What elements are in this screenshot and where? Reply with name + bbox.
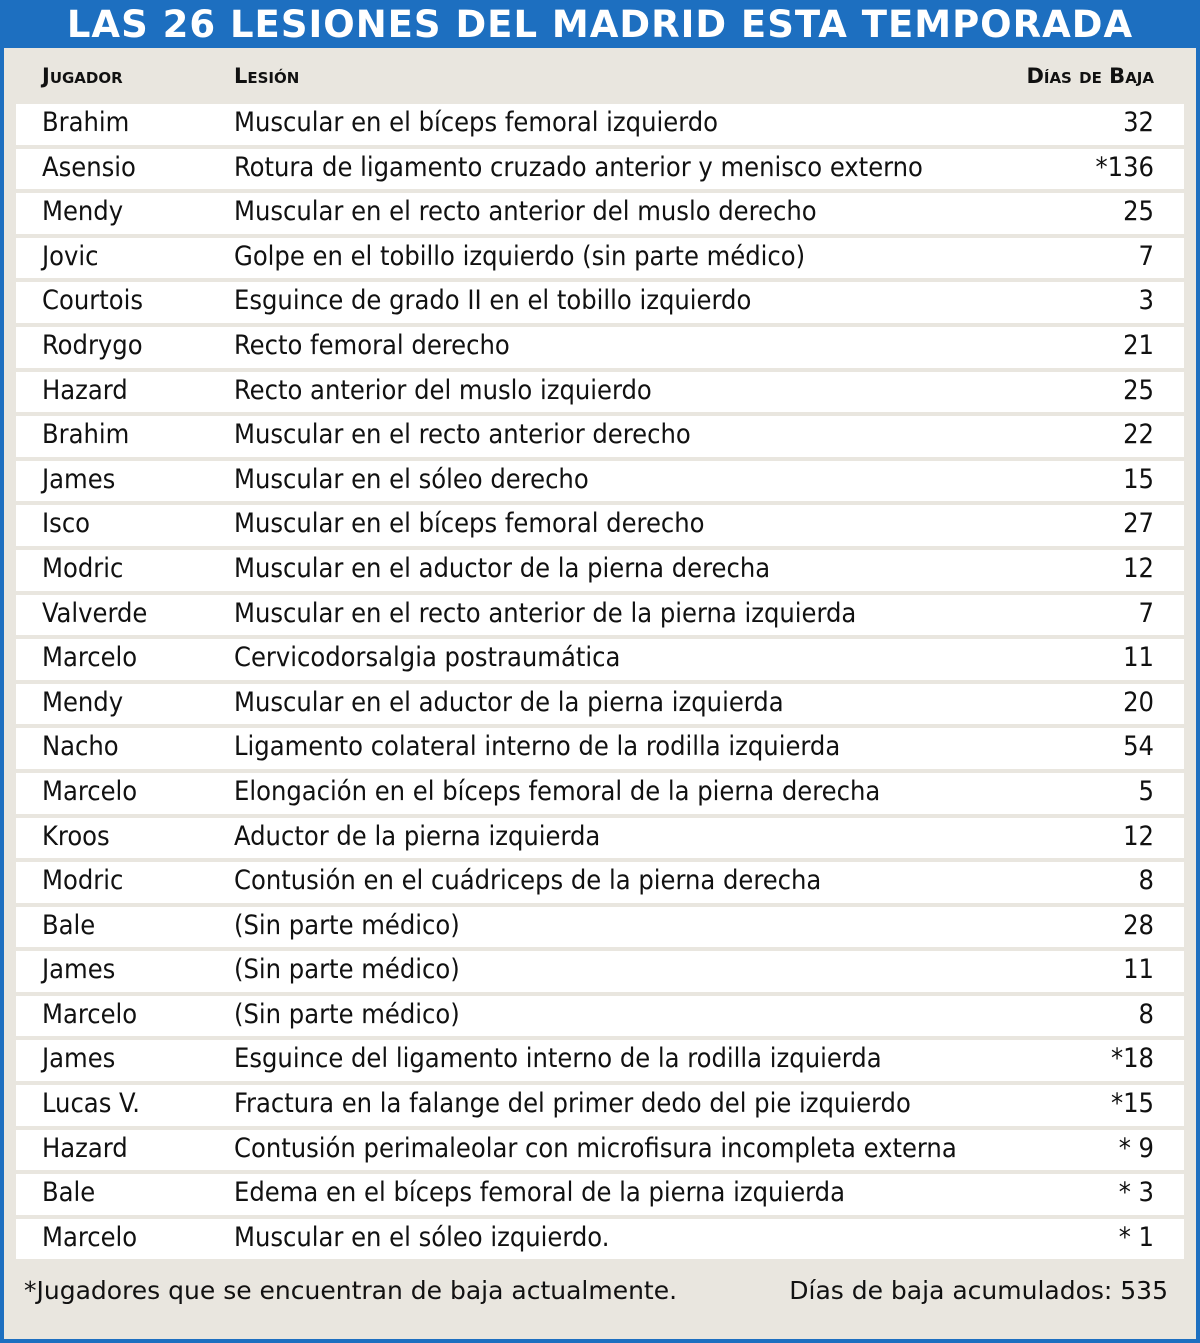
injury-cell: Recto anterior del muslo izquierdo [234,374,652,406]
days-cell: 8 [1138,865,1154,897]
table-row [16,193,1184,234]
table-footer [16,1270,1184,1314]
injury-cell: (Sin parte médico) [234,909,460,941]
days-cell: 7 [1138,597,1154,629]
page-title: LAS 26 LESIONES DEL MADRID ESTA TEMPORADA [66,2,1134,46]
table-row [16,238,1184,279]
days-cell: 25 [1123,196,1154,228]
player-cell: Courtois [42,285,143,317]
column-header-player: Jugador [42,64,123,88]
player-cell: Lucas V. [42,1088,140,1120]
days-cell: 21 [1123,329,1154,361]
table-row [16,773,1184,814]
injury-cell: Aductor de la pierna izquierda [234,820,601,852]
days-cell: *15 [1110,1088,1154,1120]
injuries-table-panel [4,48,1196,1339]
player-cell: Asensio [42,151,136,183]
player-cell: Rodrygo [42,329,143,361]
table-row [16,818,1184,859]
player-cell: Nacho [42,731,119,763]
injury-cell: Fractura en la falange del primer dedo del pie izquierdo [234,1088,911,1120]
player-cell: Bale [42,909,96,941]
injury-cell: Elongación en el bíceps femoral de la pierna derecha [234,775,881,807]
table-row [16,550,1184,591]
player-cell: James [42,954,116,986]
table-row [16,104,1184,145]
table-row [16,996,1184,1037]
days-cell: * 9 [1118,1132,1154,1164]
table-row [16,595,1184,636]
player-cell: Hazard [42,1132,128,1164]
table-header [16,48,1184,104]
table-row [16,282,1184,323]
days-cell: 32 [1123,107,1154,138]
days-cell: 12 [1123,552,1154,584]
footnote-current-injured: *Jugadores que se encuentran de baja actualmente. [24,1276,678,1305]
player-cell: Valverde [42,597,148,629]
player-cell: James [42,463,116,495]
player-cell: Marcelo [42,775,138,807]
injury-cell: Ligamento colateral interno de la rodilla izquierda [234,731,841,763]
player-cell: Brahim [42,419,130,451]
player-cell: Hazard [42,374,128,406]
days-cell: 11 [1123,642,1154,674]
injury-cell: (Sin parte médico) [234,998,460,1030]
player-cell: Brahim [42,107,130,138]
total-days-summary: Días de baja acumulados: 535 [789,1276,1168,1305]
days-cell: 15 [1123,463,1154,495]
title-bar [4,0,1196,48]
days-cell: 11 [1123,954,1154,986]
table-body [16,104,1184,1263]
player-cell: Marcelo [42,998,138,1030]
days-cell: 25 [1123,374,1154,406]
table-row [16,862,1184,903]
player-cell: Mendy [42,196,124,228]
days-cell: 54 [1123,731,1154,763]
table-row [16,1174,1184,1215]
injury-cell: Muscular en el recto anterior de la pierna izquierda [234,597,857,629]
injury-cell: Esguince del ligamento interno de la rodilla izquierda [234,1043,882,1075]
days-cell: 20 [1123,686,1154,718]
injury-cell: Contusión perimaleolar con microfisura incompleta externa [234,1132,957,1164]
injury-cell: Muscular en el sóleo derecho [234,463,589,495]
injury-cell: Muscular en el aductor de la pierna derecha [234,552,771,584]
column-header-days: Días de Baja [1026,64,1154,88]
player-cell: Modric [42,552,124,584]
player-cell: Mendy [42,686,124,718]
days-cell: 28 [1123,909,1154,941]
days-cell: 12 [1123,820,1154,852]
table-row [16,1130,1184,1171]
days-cell: 27 [1123,508,1154,540]
table-row [16,461,1184,502]
table-row [16,1219,1184,1260]
injury-cell: Cervicodorsalgia postraumática [234,642,621,674]
table-row [16,327,1184,368]
table-row [16,372,1184,413]
player-cell: Marcelo [42,1221,138,1253]
injury-cell: Muscular en el bíceps femoral izquierdo [234,107,718,138]
injury-cell: Golpe en el tobillo izquierdo (sin parte médico) [234,240,806,272]
days-cell: *18 [1110,1043,1154,1075]
injury-cell: Recto femoral derecho [234,329,510,361]
table-row [16,951,1184,992]
table-row [16,728,1184,769]
table-row [16,1040,1184,1081]
days-cell: * 1 [1118,1221,1154,1253]
player-cell: James [42,1043,116,1075]
injury-cell: Esguince de grado II en el tobillo izquierdo [234,285,752,317]
player-cell: Isco [42,508,91,540]
table-row [16,639,1184,680]
player-cell: Jovic [42,240,99,272]
table-row [16,1085,1184,1126]
days-cell: * 3 [1118,1177,1154,1209]
table-row [16,149,1184,190]
injury-cell: Muscular en el recto anterior derecho [234,419,691,451]
injury-cell: Contusión en el cuádriceps de la pierna derecha [234,865,822,897]
injury-cell: Muscular en el bíceps femoral derecho [234,508,705,540]
player-cell: Kroos [42,820,110,852]
injury-cell: Muscular en el recto anterior del muslo derecho [234,196,817,228]
table-row [16,505,1184,546]
days-cell: 22 [1123,419,1154,451]
table-row [16,907,1184,948]
injury-cell: Muscular en el aductor de la pierna izquierda [234,686,784,718]
injury-cell: Edema en el bíceps femoral de la pierna izquierda [234,1177,845,1209]
days-cell: 7 [1138,240,1154,272]
injury-cell: (Sin parte médico) [234,954,460,986]
column-header-injury: Lesión [234,64,300,88]
player-cell: Bale [42,1177,96,1209]
table-row [16,416,1184,457]
injury-cell: Muscular en el sóleo izquierdo. [234,1221,610,1253]
days-cell: 3 [1138,285,1154,317]
days-cell: *136 [1095,151,1154,183]
days-cell: 8 [1138,998,1154,1030]
injury-cell: Rotura de ligamento cruzado anterior y menisco externo [234,151,923,183]
player-cell: Modric [42,865,124,897]
player-cell: Marcelo [42,642,138,674]
table-row [16,684,1184,725]
days-cell: 5 [1138,775,1154,807]
